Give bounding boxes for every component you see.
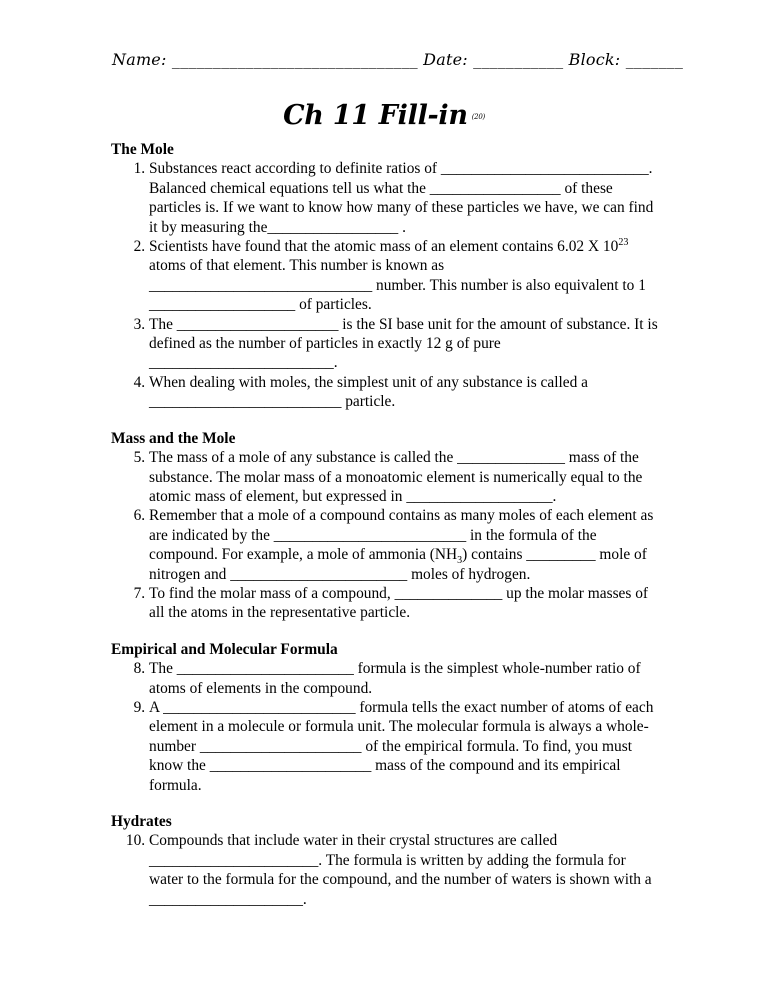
answer-blank[interactable]: ___________________________ (440, 160, 649, 178)
exponent: 23 (618, 236, 629, 248)
answer-blank[interactable]: ___________________ (149, 296, 296, 314)
question-1: 1. Substances react according to definite ratios of ___________________________. Balanced chemical equations tell us what the _________________ of these particles is. If we want to know how many of these particles we have, we can find it by measuring the_________________ . (149, 159, 663, 237)
section-heading: Mass and the Mole (111, 429, 236, 447)
page-title (0, 100, 768, 131)
answer-blank[interactable]: ________________________ (149, 354, 334, 372)
answer-blank[interactable]: ______________________ (149, 851, 319, 869)
answer-blank[interactable]: _____________________________ (149, 276, 373, 294)
answer-blank[interactable]: _________ (526, 546, 596, 564)
question-8: 8. The _______________________ formula is the simplest whole-number ratio of atoms of elements in the compound. (149, 659, 663, 698)
date-blank[interactable]: ___________ (473, 50, 564, 69)
answer-blank[interactable]: _______________________ (230, 565, 408, 583)
section-empirical-molecular (111, 640, 663, 795)
answer-blank[interactable]: _________________________ (149, 393, 342, 411)
points-label: (20) (471, 112, 485, 121)
block-label: Block: (568, 50, 621, 69)
answer-blank[interactable]: ______________ (457, 449, 565, 467)
question-3: 3. The _____________________ is the SI base unit for the amount of substance. It is defined as the number of particles in exactly 12 g of pure ________________________. (149, 315, 663, 373)
answer-blank[interactable]: ____________________ (149, 890, 303, 908)
answer-blank[interactable]: _________________ (429, 179, 561, 197)
section-the-mole (111, 140, 663, 412)
answer-blank[interactable]: ___________________ (406, 487, 553, 505)
worksheet-content (111, 140, 663, 926)
answer-blank[interactable]: _____________________ (199, 737, 362, 755)
question-7: 7. To find the molar mass of a compound, ______________ up the molar masses of all the atoms in the representative particle. (149, 584, 663, 623)
answer-blank[interactable]: _____________________ (209, 757, 372, 775)
name-label: Name: (112, 50, 167, 69)
question-5: 5. The mass of a mole of any substance is called the ______________ mass of the substance. The molar mass of a monoatomic element is numerically equal to the atomic mass of element, but expressed in ___________________. (149, 448, 663, 506)
block-blank[interactable]: _______ (625, 50, 684, 69)
question-9: 9. A _________________________ formula tells the exact number of atoms of each element in a molecule or formula unit. The molecular formula is always a whole-number _____________________ of the empirical formula. To find, you must know the _____________________ mass of the compound and its empirical formula. (149, 698, 663, 795)
student-info-header (112, 50, 684, 76)
date-label: Date: (423, 50, 468, 69)
section-hydrates (111, 812, 663, 909)
section-heading: The Mole (111, 141, 174, 158)
name-blank[interactable]: ______________________________ (171, 50, 418, 69)
answer-blank[interactable]: _____________________ (176, 315, 339, 333)
answer-blank[interactable]: _______________________ (176, 660, 354, 678)
answer-blank[interactable]: _________________________ (273, 526, 467, 544)
answer-blank[interactable]: _________________________ (163, 698, 356, 716)
question-4: 4. When dealing with moles, the simplest unit of any substance is called a _________________________ particle. (149, 373, 663, 412)
answer-blank[interactable]: _________________ (267, 218, 399, 236)
subscript: 3 (457, 555, 463, 567)
question-10: 10. Compounds that include water in their crystal structures are called ______________________. The formula is written by adding the formula for water to the formula for the compound, and the number of waters is shown with a ____________________. (149, 831, 663, 909)
question-2: 2. Scientists have found that the atomic mass of an element contains 6.02 X $10^{23}$ atoms of that element. This number is known as _____________________________ number. This number is also equivalent to 1 ___________________ of particles. (149, 237, 663, 315)
question-6: 6. Remember that a mole of a compound contains as many moles of each element as are indicated by the _________________________ in the formula of the compound. For example, a mole of ammonia $(NH_3)$ contains _________ mole of nitrogen and _______________________ moles of hydrogen. (149, 506, 663, 584)
answer-blank[interactable]: ______________ (394, 584, 503, 602)
section-heading: Hydrates (111, 813, 172, 830)
section-mass-and-the-mole (111, 429, 663, 623)
title-text: Ch 11 Fill-in (283, 100, 468, 131)
section-heading: Empirical and Molecular Formula (111, 640, 338, 658)
